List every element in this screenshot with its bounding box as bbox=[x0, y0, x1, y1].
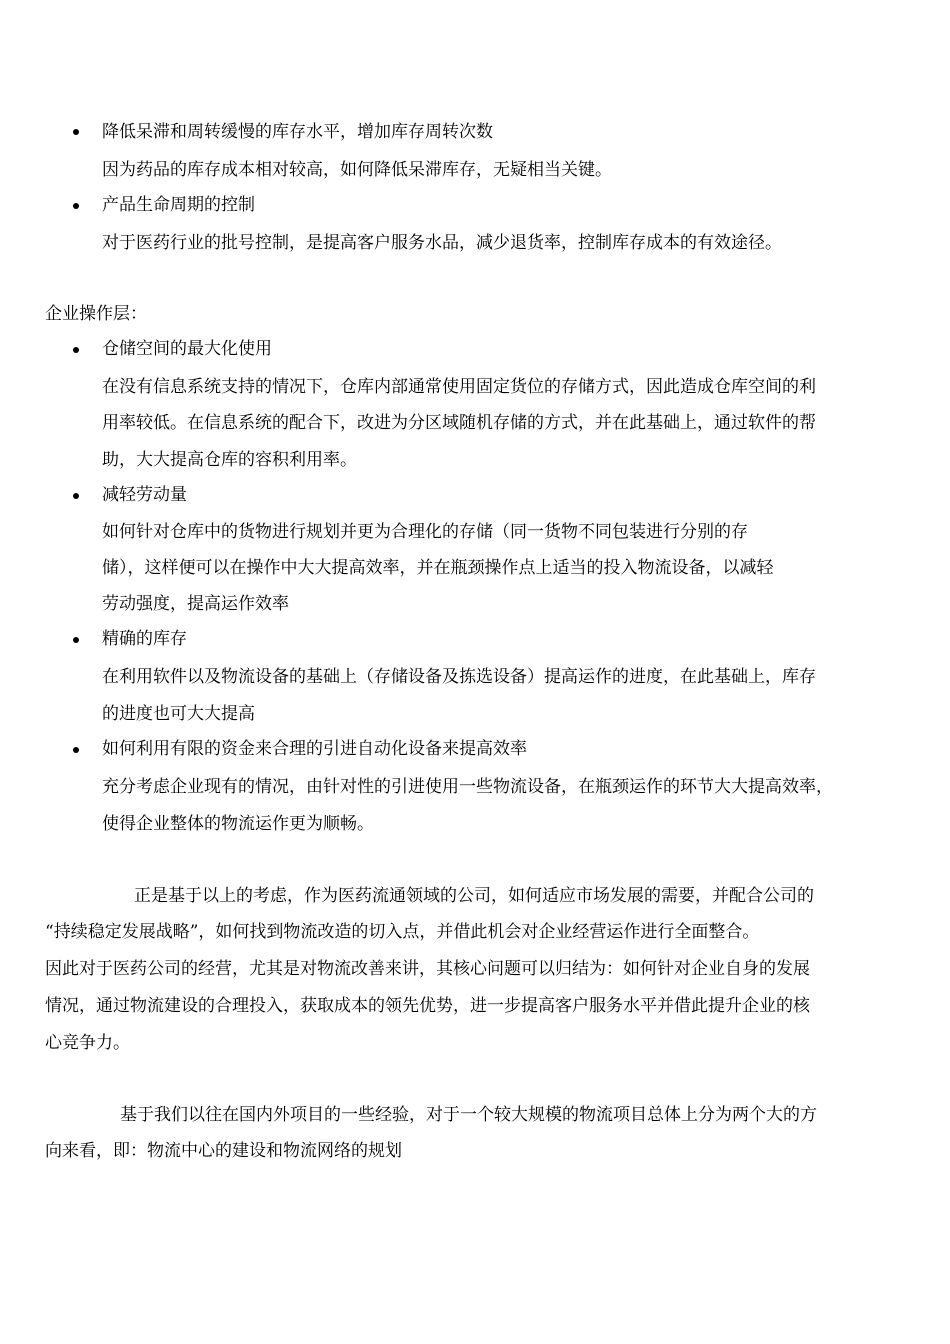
body-line: 如何针对仓库中的货物进行规划并更为合理化的存储（同一货物不同包装进行分别的存 bbox=[102, 522, 748, 542]
paragraph-line: 因此对于医药公司的经营，尤其是对物流改善来讲，其核心问题可以归结为：如何针对企业自身的发展 bbox=[45, 959, 810, 979]
body-line: 劳动强度，提高运作效率 bbox=[102, 594, 289, 614]
paragraph-line: 情况，通过物流建设的合理投入，获取成本的领先优势，进一步提高客户服务水平并借此提升企业的核 bbox=[45, 996, 810, 1016]
body-line: 充分考虑企业现有的情况，由针对性的引进使用一些物流设备，在瓶颈运作的环节大大提高效率， bbox=[102, 777, 833, 797]
body-line: 因为药品的库存成本相对较高，如何降低呆滞库存，无疑相当关键。 bbox=[102, 160, 612, 180]
body-line: 在利用软件以及物流设备的基础上（存储设备及拣选设备）提高运作的进度，在此基础上，库存 bbox=[102, 667, 816, 687]
body-line: 用率较低。在信息系统的配合下，改进为分区域随机存储的方式，并在此基础上，通过软件的帮 bbox=[102, 413, 816, 433]
body-line: 的进度也可大大提高 bbox=[102, 704, 255, 724]
bullet-title: 如何利用有限的资金来合理的引进自动化设备来提高效率 bbox=[102, 739, 527, 759]
bullet-title: 仓储空间的最大化使用 bbox=[102, 339, 272, 359]
body-line: 助，大大提高仓库的容积利用率。 bbox=[102, 450, 357, 470]
bullet-icon bbox=[73, 203, 79, 209]
body-line: 在没有信息系统支持的情况下，仓库内部通常使用固定货位的存储方式，因此造成仓库空间的利 bbox=[102, 377, 816, 397]
paragraph-line: 心竞争力。 bbox=[45, 1033, 130, 1053]
paragraph-line: “持续稳定发展战略”，如何找到物流改造的切入点，并借此机会对企业经营运作进行全面整合。 bbox=[45, 922, 760, 942]
bullet-icon bbox=[73, 347, 79, 353]
body-line: 储），这样便可以在操作中大大提高效率，并在瓶颈操作点上适当的投入物流设备，以减轻 bbox=[102, 558, 774, 578]
bullet-icon bbox=[73, 637, 79, 643]
body-line: 对于医药行业的批号控制，是提高客户服务水品，减少退货率，控制库存成本的有效途径。 bbox=[102, 233, 782, 253]
bullet-icon bbox=[73, 747, 79, 753]
bullet-icon bbox=[73, 129, 79, 135]
section-heading: 企业操作层： bbox=[45, 304, 147, 324]
paragraph-line: 基于我们以往在国内外项目的一些经验，对于一个较大规模的物流项目总体上分为两个大的方 bbox=[120, 1105, 817, 1125]
paragraph-line: 正是基于以上的考虑，作为医药流通领域的公司，如何适应市场发展的需要，并配合公司的 bbox=[134, 886, 814, 906]
paragraph-line: 向来看，即：物流中心的建设和物流网络的规划 bbox=[45, 1141, 402, 1161]
bullet-icon bbox=[73, 493, 79, 499]
body-line: 使得企业整体的物流运作更为顺畅。 bbox=[102, 814, 374, 834]
bullet-title: 降低呆滞和周转缓慢的库存水平，增加库存周转次数 bbox=[102, 122, 493, 142]
bullet-title: 精确的库存 bbox=[102, 629, 187, 649]
bullet-title: 减轻劳动量 bbox=[102, 485, 187, 505]
bullet-title: 产品生命周期的控制 bbox=[102, 195, 255, 215]
